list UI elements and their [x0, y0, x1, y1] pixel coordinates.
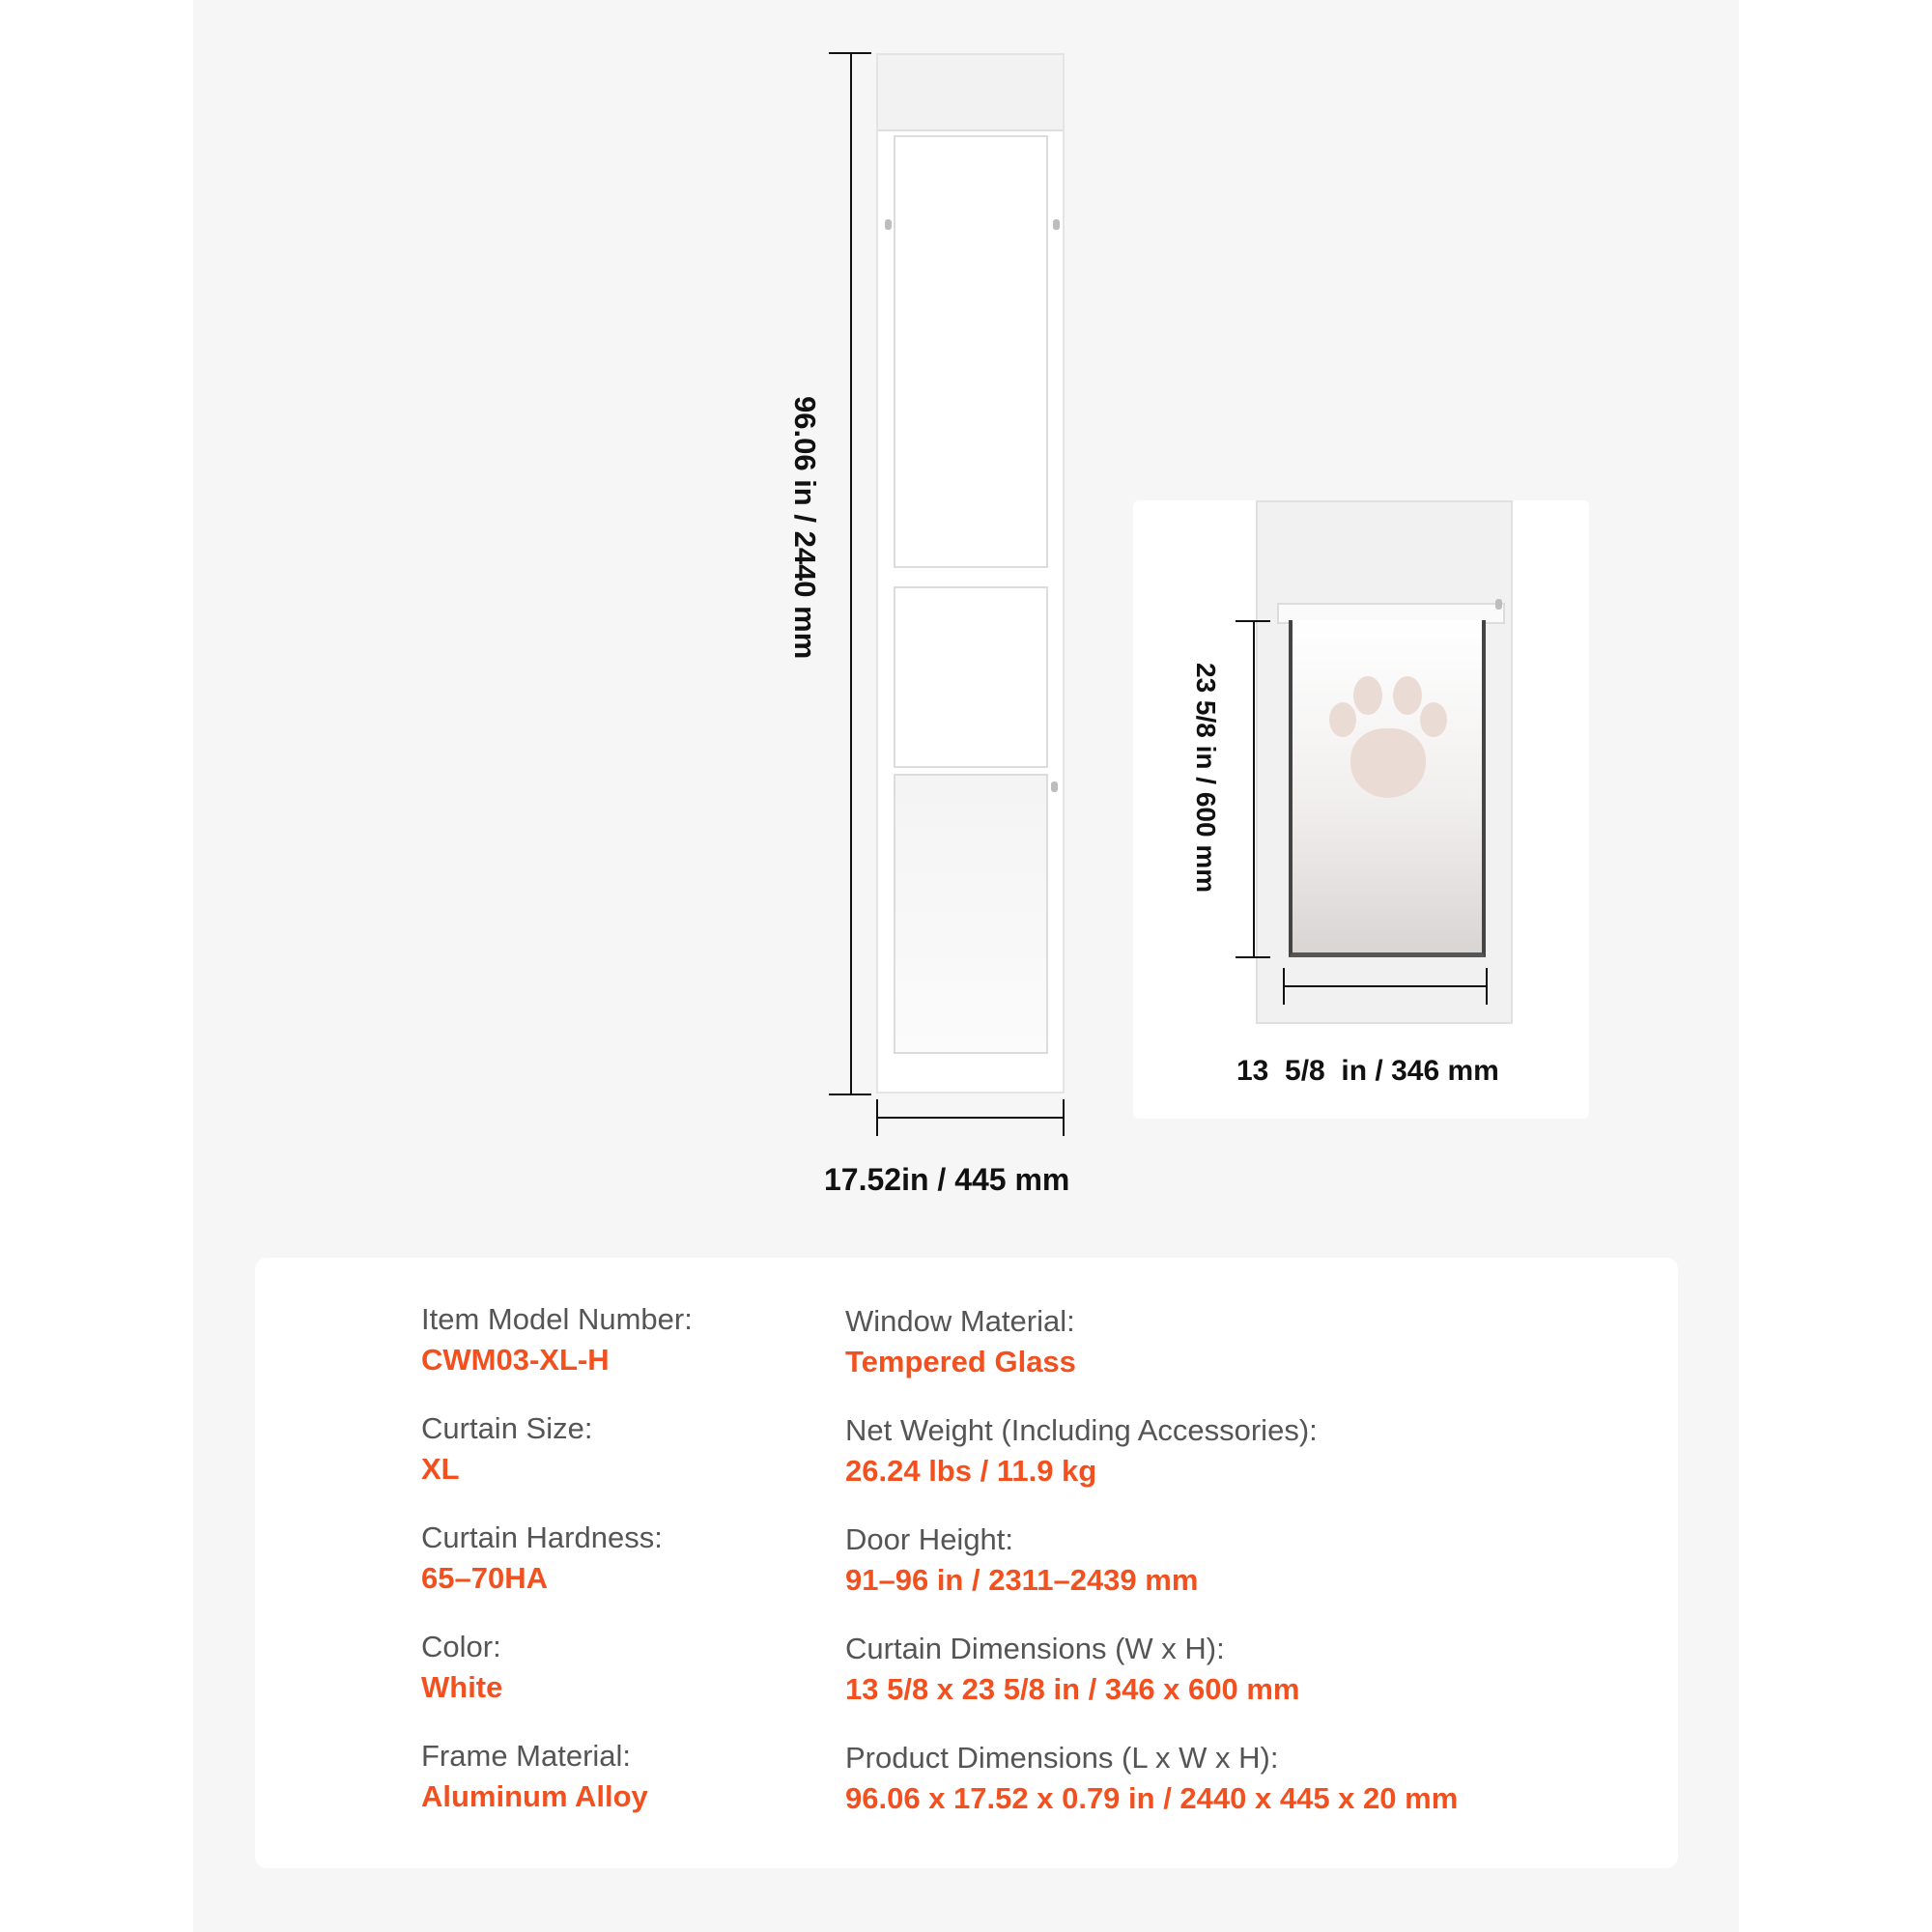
- pet-flap-detail: [1289, 620, 1486, 957]
- width-dimension-line: [876, 1117, 1065, 1119]
- door-header-panel: [878, 55, 1063, 131]
- width-label: 17.52in / 445 mm: [824, 1162, 1070, 1197]
- paw-toe-2: [1353, 676, 1382, 715]
- spec-item: [421, 1300, 827, 1409]
- spec-value: CWM03-XL-H: [421, 1343, 610, 1377]
- spec-value: 13 5/8 x 23 5/8 in / 346 x 600 mm: [845, 1672, 1300, 1706]
- inset-lock-knob: [1495, 599, 1502, 610]
- spec-item: [421, 1409, 827, 1519]
- spec-item: [845, 1302, 1657, 1411]
- spec-item: [845, 1630, 1657, 1739]
- flap-width-right-tick: [1486, 968, 1488, 1005]
- height-dimension-line: [850, 52, 852, 1095]
- door-full-view: [876, 53, 1065, 1094]
- flap-width-line: [1283, 985, 1488, 987]
- spec-item: [845, 1520, 1657, 1630]
- flap-width-label: 13 5/8 in / 346 mm: [1236, 1055, 1499, 1087]
- spec-label: Curtain Dimensions (W x H):: [845, 1632, 1225, 1665]
- door-pin-left: [885, 219, 892, 230]
- spec-label: Item Model Number:: [421, 1302, 693, 1336]
- spec-value: 91–96 in / 2311–2439 mm: [845, 1563, 1199, 1597]
- spec-item: [421, 1519, 827, 1628]
- upper-glass-panel: [894, 135, 1048, 568]
- spec-item: [845, 1739, 1657, 1848]
- product-canvas: [193, 0, 1739, 1932]
- spec-value: 96.06 x 17.52 x 0.79 in / 2440 x 445 x 20 mm: [845, 1781, 1459, 1815]
- spec-value: 65–70HA: [421, 1561, 548, 1595]
- spec-card: [255, 1258, 1678, 1868]
- spec-label: Door Height:: [845, 1522, 1014, 1556]
- spec-label: Net Weight (Including Accessories):: [845, 1413, 1318, 1447]
- spec-label: Frame Material:: [421, 1739, 632, 1773]
- flap-lock-knob: [1051, 781, 1058, 792]
- flap-height-label: 23 5/8 in / 600 mm: [1191, 663, 1221, 894]
- spec-column-left: [421, 1300, 827, 1846]
- spec-label: Curtain Hardness:: [421, 1520, 663, 1554]
- spec-label: Color:: [421, 1630, 501, 1663]
- inset-door-view: [1256, 500, 1513, 1024]
- paw-toe-1: [1329, 702, 1356, 737]
- flap-height-line: [1253, 620, 1255, 958]
- pet-flap-panel: [894, 774, 1048, 1054]
- spec-column-right: [845, 1302, 1657, 1848]
- height-dimension-bottom-tick: [829, 1094, 871, 1095]
- door-pin-right: [1053, 219, 1060, 230]
- spec-label: Curtain Size:: [421, 1411, 593, 1445]
- spec-item: [421, 1628, 827, 1737]
- paw-print-icon: [1350, 728, 1426, 798]
- height-label: 96.06 in / 2440 mm: [788, 396, 822, 660]
- spec-value: 26.24 lbs / 11.9 kg: [845, 1454, 1097, 1488]
- middle-glass-panel: [894, 586, 1048, 768]
- width-dimension-right-tick: [1063, 1099, 1065, 1136]
- flap-detail-inset: [1133, 500, 1589, 1119]
- spec-value: Aluminum Alloy: [421, 1779, 648, 1813]
- spec-value: Tempered Glass: [845, 1345, 1076, 1378]
- spec-value: XL: [421, 1452, 460, 1486]
- paw-toe-4: [1420, 702, 1447, 737]
- flap-height-bottom-tick: [1236, 956, 1270, 958]
- paw-toe-3: [1393, 676, 1422, 715]
- spec-label: Window Material:: [845, 1304, 1075, 1338]
- spec-item: [421, 1737, 827, 1846]
- spec-item: [845, 1411, 1657, 1520]
- spec-value: White: [421, 1670, 503, 1704]
- spec-label: Product Dimensions (L x W x H):: [845, 1741, 1279, 1775]
